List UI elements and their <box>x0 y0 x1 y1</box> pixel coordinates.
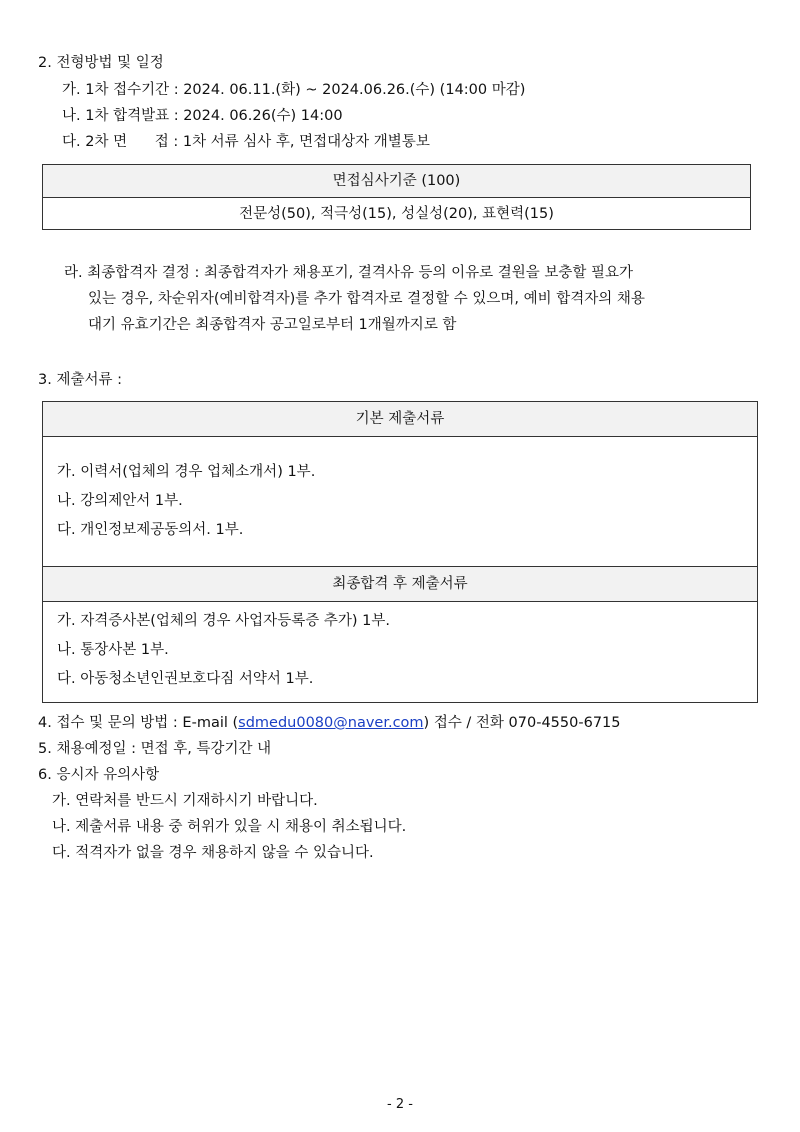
notice-item: 가. 연락처를 반드시 기재하시기 바랍니다. <box>52 793 318 809</box>
final-decision-line: 라. 최종합격자 결정 : 최종합격자가 채용포기, 결격사유 등의 이유로 결원을 보충할 필요가 <box>64 265 634 281</box>
section3-title: 3. 제출서류 : <box>38 372 122 388</box>
page-number: - 2 - <box>387 1097 413 1112</box>
final-decision-paragraph <box>64 260 762 338</box>
basic-document-item: 가. 이력서(업체의 경우 업체소개서) 1부. <box>57 464 316 480</box>
section6-title: 6. 응시자 유의사항 <box>38 767 160 783</box>
notice-item: 나. 제출서류 내용 중 허위가 있을 시 채용이 취소됩니다. <box>52 819 407 835</box>
basic-document-item: 다. 개인정보제공동의서. 1부. <box>57 522 244 538</box>
required-documents-table <box>42 401 758 703</box>
basic-documents-header: 기본 제출서류 <box>43 402 757 437</box>
contact-suffix: ) 접수 / 전화 070-4550-6715 <box>423 715 621 731</box>
section2-title: 2. 전형방법 및 일정 <box>38 55 164 71</box>
final-decision-line: 있는 경우, 차순위자(예비합격자)를 추가 합격자로 결정할 수 있으며, 예비 합격자의 채용 <box>88 291 645 307</box>
interview-criteria-body: 전문성(50), 적극성(15), 성실성(20), 표현력(15) <box>239 206 554 222</box>
interview-criteria-table <box>42 164 751 230</box>
interview-criteria-header: 면접심사기준 (100) <box>43 165 750 198</box>
final-document-item: 다. 아동청소년인권보호다짐 서약서 1부. <box>57 671 314 687</box>
schedule-interview: 다. 2차 면 접 : 1차 서류 심사 후, 면접대상자 개별통보 <box>62 134 430 150</box>
final-document-item: 가. 자격증사본(업체의 경우 사업자등록증 추가) 1부. <box>57 613 390 629</box>
contact-line <box>38 713 621 733</box>
schedule-application-period: 가. 1차 접수기간 : 2024. 06.11.(화) ~ 2024.06.26.(수) (14:00 마감) <box>62 82 526 98</box>
final-document-item: 나. 통장사본 1부. <box>57 642 169 658</box>
final-decision-line: 대기 유효기간은 최종합격자 공고일로부터 1개월까지로 함 <box>88 317 457 333</box>
hiring-date-line: 5. 채용예정일 : 면접 후, 특강기간 내 <box>38 741 272 757</box>
contact-email-link[interactable]: sdmedu0080@naver.com <box>238 715 424 731</box>
contact-prefix: 4. 접수 및 문의 방법 : E-mail ( <box>38 715 239 731</box>
notice-item: 다. 적격자가 없을 경우 채용하지 않을 수 있습니다. <box>52 845 374 861</box>
basic-document-item: 나. 강의제안서 1부. <box>57 493 183 509</box>
final-documents-header: 최종합격 후 제출서류 <box>43 566 757 602</box>
schedule-first-announcement: 나. 1차 합격발표 : 2024. 06.26(수) 14:00 <box>62 108 343 124</box>
